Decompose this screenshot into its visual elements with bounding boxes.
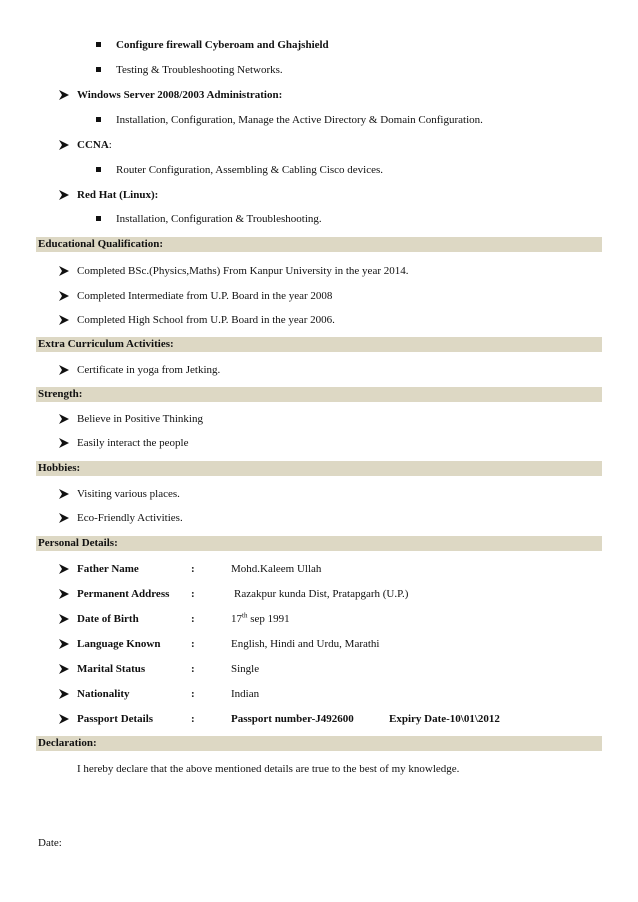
dob-value: [231, 612, 290, 626]
field-colon: :: [191, 713, 195, 725]
section-title: Hobbies:: [38, 462, 81, 474]
section-header-strength: [36, 387, 602, 402]
skill-windows-heading: Windows Server 2008/2003 Administration:: [77, 89, 283, 101]
section-title: Educational Qualification:: [38, 238, 163, 250]
arrow-bullet-icon: [58, 364, 70, 376]
field-colon: :: [191, 663, 195, 675]
skill-ccna-heading: [77, 138, 112, 152]
hobby-item: Eco-Friendly Activities.: [77, 512, 183, 524]
education-item: Completed BSc.(Physics,Maths) From Kanpur University in the year 2014.: [77, 265, 409, 277]
father-name-label: Father Name: [77, 563, 139, 575]
dob-day: 17: [231, 613, 242, 625]
arrow-bullet-icon: [58, 688, 70, 700]
field-colon: :: [191, 638, 195, 650]
skill-redhat-heading: Red Hat (Linux):: [77, 189, 159, 201]
passport-expiry: Expiry Date-10\01\2012: [389, 713, 500, 725]
square-bullet-icon: [96, 216, 101, 221]
dob-suffix: th: [242, 611, 248, 620]
arrow-bullet-icon: [58, 189, 70, 201]
language-value: English, Hindi and Urdu, Marathi: [231, 638, 380, 650]
hobby-item: Visiting various places.: [77, 488, 180, 500]
arrow-bullet-icon: [58, 290, 70, 302]
dob-label: Date of Birth: [77, 613, 139, 625]
square-bullet-icon: [96, 67, 101, 72]
field-colon: :: [191, 688, 195, 700]
arrow-bullet-icon: [58, 613, 70, 625]
section-header-extra: [36, 337, 602, 352]
nationality-value: Indian: [231, 688, 260, 700]
square-bullet-icon: [96, 117, 101, 122]
dob-rest: sep 1991: [247, 613, 290, 625]
marital-value: Single: [231, 663, 260, 675]
section-header-education: [36, 237, 602, 252]
skill-firewall: Configure firewall Cyberoam and Ghajshield: [116, 39, 329, 51]
arrow-bullet-icon: [58, 314, 70, 326]
nationality-label: Nationality: [77, 688, 130, 700]
extra-item: Certificate in yoga from Jetking.: [77, 364, 221, 376]
declaration-text: I hereby declare that the above mentioned details are true to the best of my knowledge.: [77, 763, 460, 775]
arrow-bullet-icon: [58, 413, 70, 425]
arrow-bullet-icon: [58, 488, 70, 500]
arrow-bullet-icon: [58, 663, 70, 675]
arrow-bullet-icon: [58, 139, 70, 151]
arrow-bullet-icon: [58, 512, 70, 524]
address-value: Razakpur kunda Dist, Pratapgarh (U.P.): [234, 588, 409, 600]
section-header-hobbies: [36, 461, 602, 476]
strength-item: Easily interact the people: [77, 437, 189, 449]
arrow-bullet-icon: [58, 713, 70, 725]
arrow-bullet-icon: [58, 437, 70, 449]
ccna-label: CCNA: [77, 139, 109, 151]
section-title: Personal Details:: [38, 537, 118, 549]
father-name-value: Mohd.Kaleem Ullah: [231, 563, 322, 575]
arrow-bullet-icon: [58, 563, 70, 575]
education-item: Completed High School from U.P. Board in the year 2006.: [77, 314, 335, 326]
section-header-declaration: [36, 736, 602, 751]
field-colon: :: [191, 563, 195, 575]
marital-label: Marital Status: [77, 663, 146, 675]
section-title: Declaration:: [38, 737, 97, 749]
field-colon: :: [191, 588, 195, 600]
language-label: Language Known: [77, 638, 161, 650]
square-bullet-icon: [96, 42, 101, 47]
section-title: Extra Curriculum Activities:: [38, 338, 174, 350]
education-item: Completed Intermediate from U.P. Board in the year 2008: [77, 290, 333, 302]
square-bullet-icon: [96, 167, 101, 172]
ccna-colon: :: [108, 139, 112, 151]
section-title: Strength:: [38, 388, 83, 400]
field-colon: :: [191, 613, 195, 625]
arrow-bullet-icon: [58, 89, 70, 101]
section-header-personal: [36, 536, 602, 551]
strength-item: Believe in Positive Thinking: [77, 413, 203, 425]
passport-label: Passport Details: [77, 713, 154, 725]
skill-redhat-detail: Installation, Configuration & Troubleshooting.: [116, 213, 322, 225]
passport-number: Passport number-J492600: [231, 713, 354, 725]
address-label: Permanent Address: [77, 588, 170, 600]
skill-windows-detail: Installation, Configuration, Manage the Active Directory & Domain Configuration.: [116, 114, 483, 126]
arrow-bullet-icon: [58, 588, 70, 600]
skill-testing: Testing & Troubleshooting Networks.: [116, 64, 283, 76]
date-label: Date:: [38, 837, 62, 849]
skill-ccna-detail: Router Configuration, Assembling & Cabling Cisco devices.: [116, 164, 384, 176]
arrow-bullet-icon: [58, 265, 70, 277]
arrow-bullet-icon: [58, 638, 70, 650]
